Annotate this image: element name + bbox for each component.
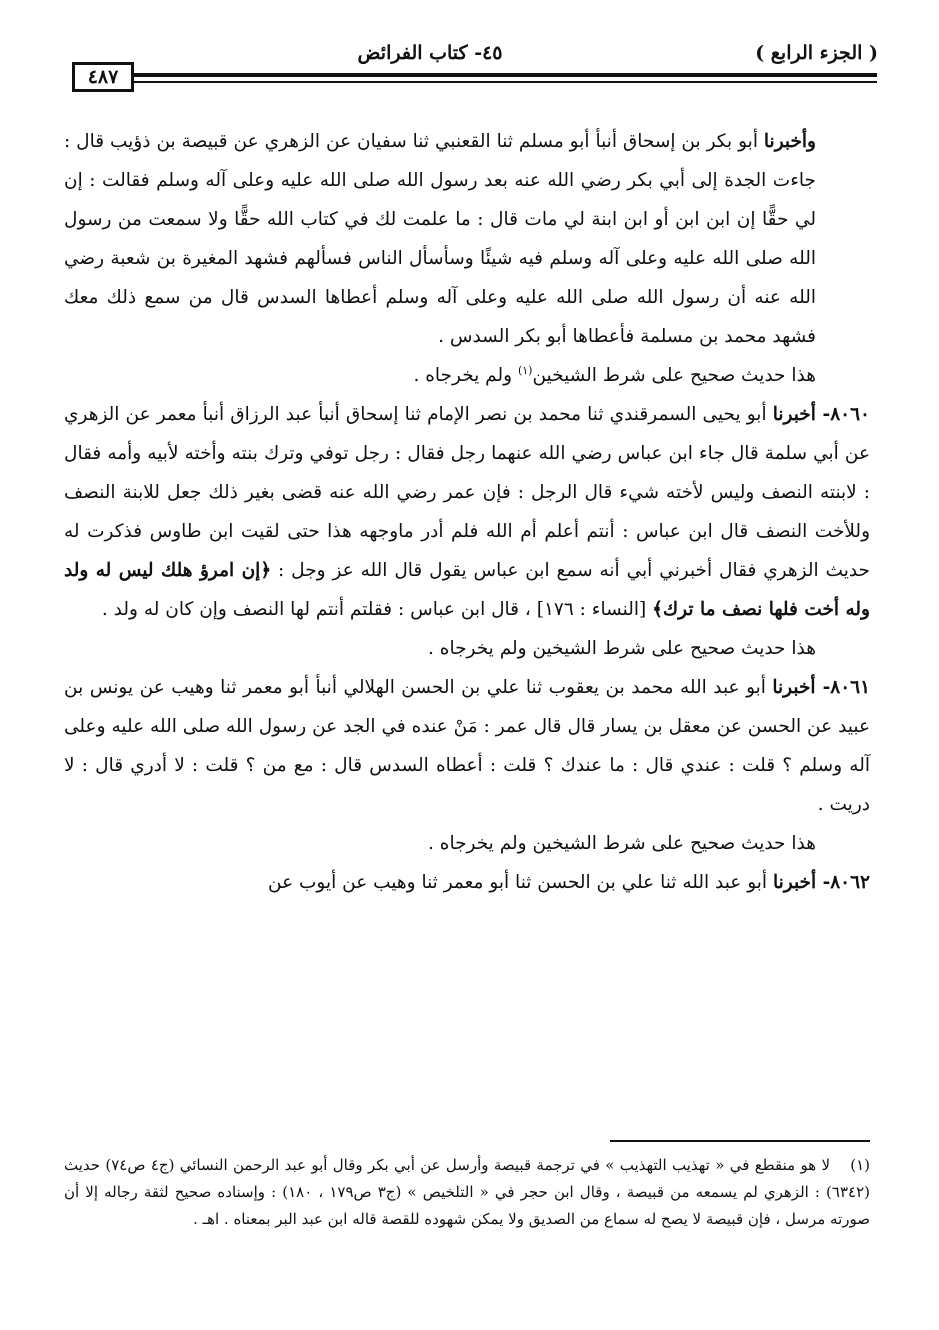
hadith-number: ٨٠٦١- bbox=[815, 677, 871, 698]
footnote-text: لا هو منقطع في « تهذيب التهذيب » في ترجمة قبيصة وأرسل عن أبي بكر وقال أبو عبد الرحمن النسائي (ج٤ ص٧٤) حديث (٦٣٤٢) : الزهري لم يسمعه من قبيصة ، وقال ابن حجر في « التلخيص » (ج٣ ص١٧٩ ، ١٨٠) : وإسناده صحيح لثقة رجاله إلا أن صورته مرسل ، فإن قبيصة لا يصح له سماع من الصديق ولا يمكن شهوده للقصة قاله ابن عبد البر بمعناه . اهـ . bbox=[64, 1156, 870, 1228]
header-rule-thin bbox=[134, 81, 877, 83]
narration-lead: أخبرنا bbox=[772, 404, 816, 425]
running-header bbox=[60, 38, 878, 68]
verdict-text: هذا حديث صحيح على شرط الشيخين bbox=[532, 365, 816, 386]
quran-reference: [النساء : ١٧٦] bbox=[536, 599, 653, 620]
hadith-number: ٨٠٦٢- bbox=[816, 872, 870, 893]
verdict-line: هذا حديث صحيح على شرط الشيخين ولم يخرجاه . bbox=[428, 833, 816, 854]
volume-label: ( الجزء الرابع ) bbox=[755, 42, 878, 64]
hadith-8061 bbox=[64, 668, 870, 824]
narration-text: أبو عبد الله ثنا علي بن الحسن ثنا أبو معمر ثنا وهيب عن أيوب عن bbox=[268, 872, 773, 893]
main-text bbox=[64, 122, 870, 902]
hadith-8060 bbox=[64, 395, 870, 629]
narration-lead: وأخبرنا bbox=[763, 131, 816, 152]
footnote-item bbox=[64, 1152, 870, 1233]
page-number-box: ٤٨٧ bbox=[72, 62, 134, 92]
verdict-line: هذا حديث صحيح على شرط الشيخين ولم يخرجاه . bbox=[428, 638, 816, 659]
footnote-reference: (١) bbox=[517, 363, 533, 377]
narration-text: أبو عبد الله محمد بن يعقوب ثنا علي بن الحسن الهلالي أنبأ أبو معمر ثنا وهيب عن يونس بن عبيد عن الحسن عن معقل بن يسار قال قال عمر : مَنْ عنده في الجد عن رسول الله صلى الله عليه وعلى آله وسلم ؟ قلت : عندي قال : ما عندك ؟ قلت : أعطاه السدس قال : مع من ؟ قلت : لا أدري قال : لا دريت . bbox=[64, 677, 870, 815]
narration-text: أبو بكر بن إسحاق أنبأ أبو مسلم ثنا القعنبي ثنا سفيان عن الزهري عن قبيصة بن ذؤيب قال : جاءت الجدة إلى أبي بكر رضي الله عنه بعد رسول الله صلى الله عليه وعلى آله وسلم فقالت : إن لي حقًّا إن ابن ابن أو ابن ابنة لي مات قال : ما علمت لك في كتاب الله حقًّا ولا سمعت من رسول الله صلى الله عليه وعلى آله وسلم فيه شيئًا وسأسأل الناس فسألهم فشهد المغيرة بن شعبة رضي الله عنه أن رسول الله صلى الله عليه وعلى آله وسلم أعطاها السدس قال من سمع ذلك معك فشهد محمد بن مسلمة فأعطاها أبو بكر السدس . bbox=[64, 131, 816, 347]
header-rule-thick bbox=[134, 73, 877, 77]
verdict-text-end: ولم يخرجاه . bbox=[413, 365, 518, 386]
narration-text: أبو يحيى السمرقندي ثنا محمد بن نصر الإمام ثنا إسحاق أنبأ عبد الرزاق أنبأ معمر عن الزهري عن أبي سلمة قال جاء ابن عباس رضي الله عنهما رجل فقال : رجل توفي وترك بنته وأخته لأبيه وأمه فقال : لابنته النصف وليس لأخته شيء قال الرجل : فإن عمر رضي الله عنه قضى بغير ذلك جعل للابنة النصف وللأخت النصف قال ابن عباس : أنتم أعلم أم الله فلم أدر ماوجهه هذا حتى لقيت ابن طاوس فذكرت له حديث الزهري فقال أخبرني أبي أنه سمع ابن عباس يقول قال الله عز وجل : bbox=[64, 404, 870, 581]
verdict-line bbox=[64, 356, 870, 395]
footnote-separator bbox=[610, 1140, 870, 1142]
hadith-number: ٨٠٦٠- bbox=[815, 404, 870, 425]
hadith-8062 bbox=[64, 863, 870, 902]
chapter-title: ٤٥- كتاب الفرائض bbox=[357, 42, 503, 64]
narration-lead: أخبرنا bbox=[772, 677, 816, 698]
hadith-paragraph bbox=[64, 122, 870, 356]
footnotes bbox=[64, 1152, 870, 1233]
footnote-mark: (١) bbox=[850, 1156, 871, 1174]
narration-text-end: ، قال ابن عباس : فقلتم أنتم لها النصف وإن كان له ولد . bbox=[101, 599, 537, 620]
quran-quote: ﴿إن امرؤ هلك ليس له ولد وله أخت فلها نصف ما ترك﴾ bbox=[64, 560, 870, 620]
narration-lead: أخبرنا bbox=[772, 872, 817, 893]
